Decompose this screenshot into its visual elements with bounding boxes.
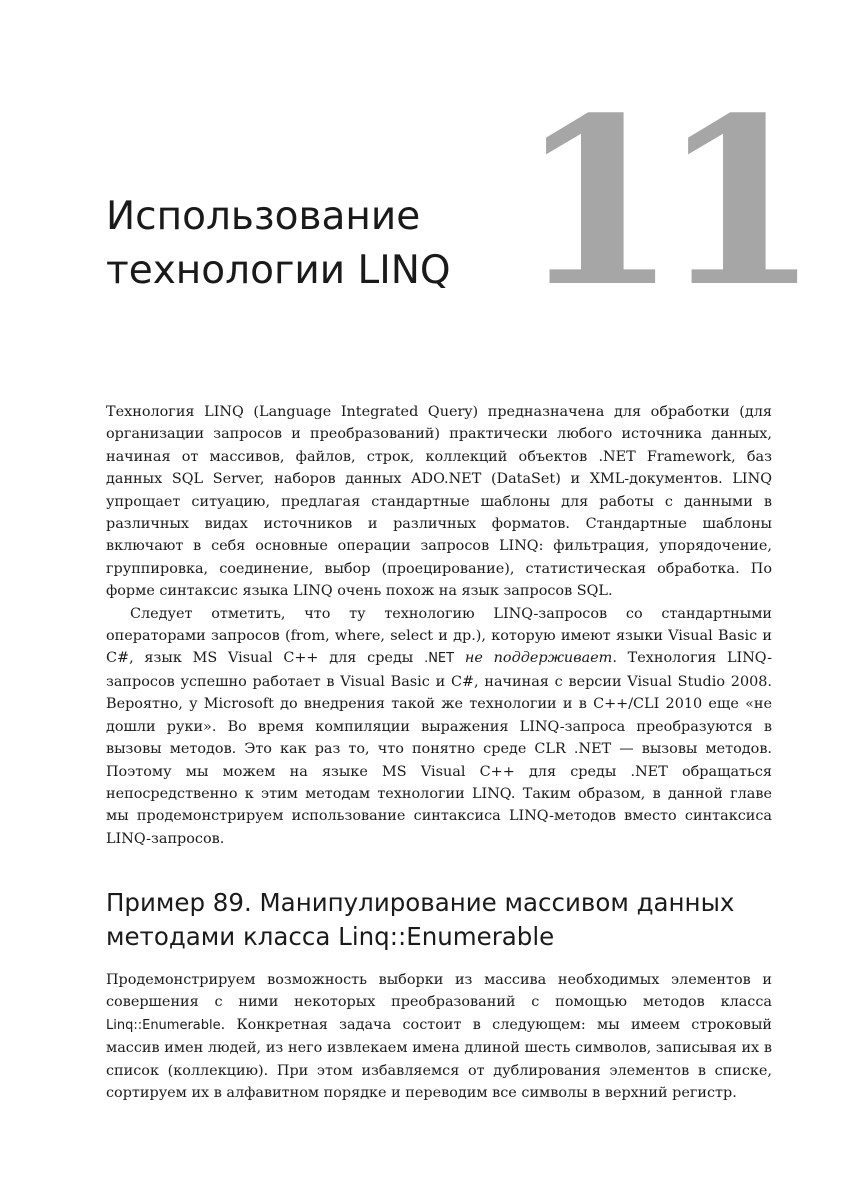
chapter-title	[106, 190, 526, 298]
chapter-title-line-2: технологии LINQ	[106, 248, 451, 293]
intro-paragraph-1: Технология LINQ (Language Integrated Query) предназначена для обработки (для организации запросов и преобразований) практически любого источника данных, начиная от массивов, файлов, строк, коллекций объектов .NET Framework, баз данных SQL Server, наборов данных ADO.NET (DataSet) и XML-документов. LINQ упрощает ситуацию, предлагая стандартные шаблоны для работы с данными в различных видах источников и различных форматов. Стандартные шаблоны включают в себя основные операции запросов LINQ: фильтрация, упорядочение, группировка, соединение, выбор (проецирование), статистическая обработка. По форме синтаксис языка LINQ очень похож на язык запросов SQL.	[106, 404, 772, 600]
section-heading-line-1: Пример 89. Манипулирование массивом данных	[106, 888, 735, 917]
section-heading	[106, 886, 786, 954]
dotnet-term: .NET	[424, 651, 455, 667]
example-paragraph-text-a: Продемонстрируем возможность выборки из массива необходимых элементов и совершения с ними некоторых преобразований с помощью методов класса	[106, 972, 772, 1011]
class-name-code: Linq::Enumerable	[106, 1017, 221, 1033]
example-paragraph	[106, 969, 772, 1104]
chapter-title-line-1: Использование	[106, 194, 421, 239]
intro-section	[106, 401, 772, 850]
section-heading-line-2: методами класса Linq::Enumerable	[106, 922, 555, 951]
intro-paragraph-2-text-a: Следует отметить, что ту технологию LINQ-запросов со стандартными операторами запросов (from, where, select и др.), которую имеют языки Visual Basic и C#, язык MS Visual C++ для среды	[106, 605, 772, 667]
example-paragraph-text-b: . Конкретная задача состоит в следующем: мы имеем строковый массив имен людей, из него извлекаем имена длиной шесть символов, записывая их в список (коллекцию). При этом избавляемся от дублирования элементов в списке, сортируем их в алфавитном порядке и переводим все символы в верхний регистр.	[106, 1016, 772, 1102]
example-section	[106, 969, 772, 1104]
intro-paragraph-2	[106, 603, 772, 850]
intro-paragraph-2-text-b: . Технология LINQ-запросов успешно работает в Visual Basic и C#, начиная с версии Visual Studio 2008. Вероятно, у Microsoft до внедрения такой же технологии и в C++/CLI 2010 еще «не дошли руки». Во время компиляции выражения LINQ-запроса преобразуются в вызовы методов. Это как раз то, что понятно среде CLR .NET — вызовы методов. Поэтому мы можем на языке MS Visual C++ для среды .NET обращаться непосредственно к этим методам технологии LINQ. Таким образом, в данной главе мы продемонстрируем использование синтаксиса LINQ-методов вместо синтаксиса LINQ-запросов.	[106, 650, 772, 847]
emphasis-not-supported: не поддерживает	[464, 650, 613, 667]
chapter-number: 11	[518, 68, 803, 338]
